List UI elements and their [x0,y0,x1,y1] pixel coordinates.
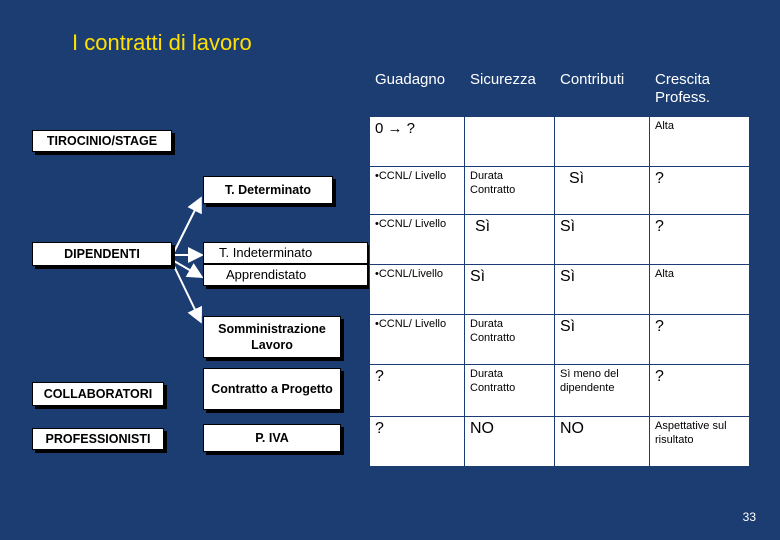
table-row [370,117,750,167]
somministrazione-label: Somministrazione Lavoro [218,321,326,352]
table-row [370,315,750,365]
dipendenti-box [32,242,172,266]
cell: •CCNL/ Livello [370,315,465,365]
table-row [370,417,750,467]
determinato-label: T. Determinato [224,182,312,197]
page-number: 33 [742,510,756,524]
collaboratori-label: COLLABORATORI [43,386,153,401]
cell: •CCNL/Livello [370,265,465,315]
somministrazione-box [203,316,341,358]
cell [555,117,650,167]
tirocinio-label: TIROCINIO/STAGE [46,133,158,148]
header-contributi: Contributi [555,69,650,117]
piva-box [203,424,341,452]
header-guadagno: Guadagno [370,69,465,117]
apprendistato-box [203,264,368,286]
cell: Alta [650,117,750,167]
cell: Durata Contratto [465,315,555,365]
cell: 0 → ? [370,117,465,167]
cell: ? [370,365,465,417]
cell: Sì [555,167,650,215]
progetto-label: Contratto a Progetto [211,381,333,396]
table-header-row [370,69,750,117]
cell: Sì [465,215,555,265]
cell: ? [370,417,465,467]
cell: ? [650,215,750,265]
cell: Sì meno del dipendente [555,365,650,417]
page-title: I contratti di lavoro [72,30,252,55]
cell: Durata Contratto [465,167,555,215]
table-row [370,215,750,265]
header-crescita: Crescita Profess. [650,69,750,117]
indeterminato-label: T. Indeterminato [219,244,313,260]
cell: NO [555,417,650,467]
cell: Sì [555,215,650,265]
cell: Durata Contratto [465,365,555,417]
cell: NO [465,417,555,467]
cell: ? [650,365,750,417]
cell [465,117,555,167]
cell: Sì [555,315,650,365]
cell: Sì [465,265,555,315]
cell: Aspettative sul risultato [650,417,750,467]
dipendenti-label: DIPENDENTI [64,246,140,261]
collaboratori-box [32,382,164,406]
determinato-box [203,176,333,204]
professionisti-box [32,428,164,450]
piva-label: P. IVA [255,430,289,445]
indeterminato-box [203,242,368,264]
cell: •CCNL/ Livello [370,167,465,215]
header-sicurezza: Sicurezza [465,69,555,117]
table-row [370,265,750,315]
table-row [370,365,750,417]
cell: ? [650,167,750,215]
professionisti-label: PROFESSIONISTI [45,431,151,446]
cell: Alta [650,265,750,315]
contracts-table [369,68,750,467]
apprendistato-label: Apprendistato [226,266,307,282]
progetto-box [203,368,341,410]
cell: •CCNL/ Livello [370,215,465,265]
table-row [370,167,750,215]
tirocinio-box [32,130,172,152]
cell: ? [650,315,750,365]
cell: Sì [555,265,650,315]
